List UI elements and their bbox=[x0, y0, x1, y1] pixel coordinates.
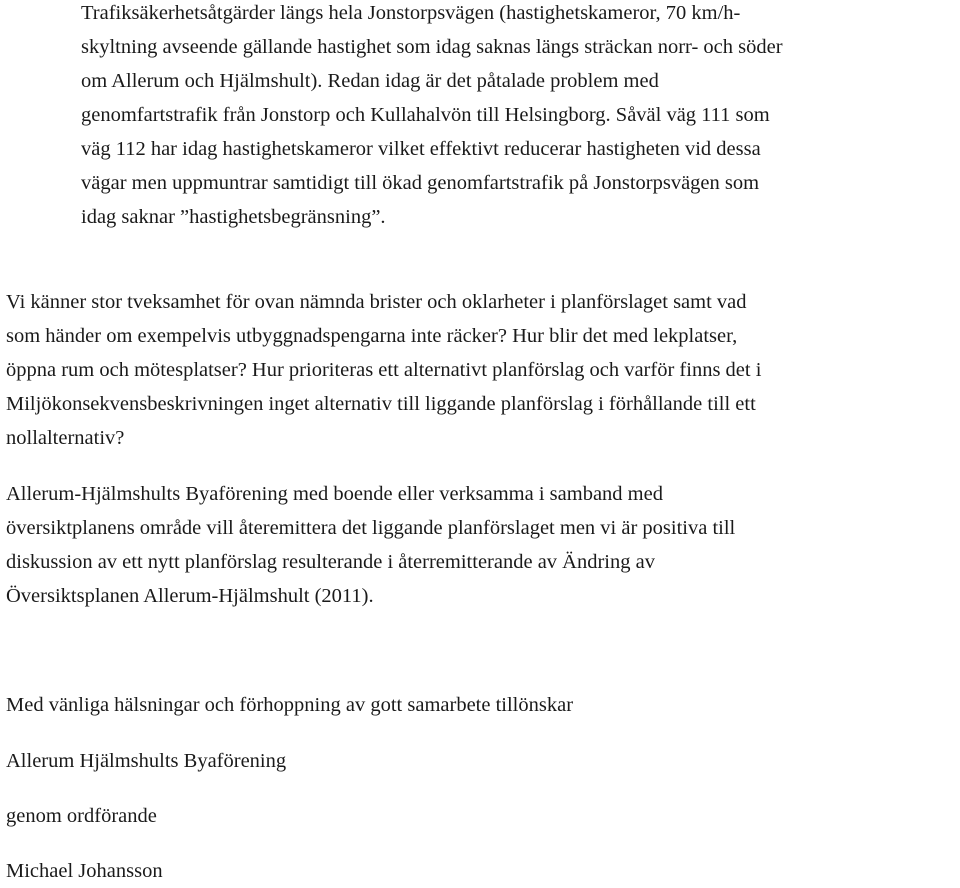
paragraph-conclusion bbox=[6, 477, 735, 613]
text-line: öppna rum och mötesplatser? Hur prioriteras ett alternativt planförslag och varför finns det i bbox=[6, 359, 762, 381]
text-line: om Allerum och Hjälmshult). Redan idag är det påtalade problem med bbox=[81, 70, 659, 92]
text-line: översiktplanens område vill återemittera det liggande planförslaget men vi är positiva till bbox=[6, 517, 736, 539]
paragraph-traffic-safety bbox=[81, 0, 783, 234]
text-line: Vi känner stor tveksamhet för ovan nämnda brister och oklarheter i planförslaget samt vad bbox=[6, 291, 747, 313]
text-line: skyltning avseende gällande hastighet som idag saknas längs sträckan norr- och söder bbox=[81, 36, 783, 58]
paragraph-concerns bbox=[6, 285, 761, 455]
text-line: väg 112 har idag hastighetskameror vilket effektivt reducerar hastigheten vid dessa bbox=[81, 138, 761, 160]
text-line: Miljökonsekvensbeskrivningen inget alternativ till liggande planförslag i förhållande till ett bbox=[6, 393, 756, 415]
text-line: diskussion av ett nytt planförslag resulterande i återremitterande av Ändring av bbox=[6, 551, 655, 573]
signatory-role: genom ordförande bbox=[6, 805, 157, 827]
text-line: genomfartstrafik från Jonstorp och Kullahalvön till Helsingborg. Såväl väg 111 som bbox=[81, 104, 770, 126]
closing-greeting: Med vänliga hälsningar och förhoppning av gott samarbete tillönskar bbox=[6, 694, 574, 716]
signatory-name: Michael Johansson bbox=[6, 860, 163, 882]
text-line: som händer om exempelvis utbyggnadspengarna inte räcker? Hur blir det med lekplatser, bbox=[6, 325, 738, 347]
text-line: nollalternativ? bbox=[6, 427, 125, 449]
text-line: idag saknar ”hastighetsbegränsning”. bbox=[81, 206, 386, 228]
text-line: vägar men uppmuntrar samtidigt till ökad genomfartstrafik på Jonstorpsvägen som bbox=[81, 172, 760, 194]
text-line: Översiktsplanen Allerum-Hjälmshult (2011). bbox=[6, 585, 374, 607]
text-line: Trafiksäkerhetsåtgärder längs hela Jonstorpsvägen (hastighetskameror, 70 km/h- bbox=[81, 2, 741, 24]
text-line: Allerum-Hjälmshults Byaförening med boende eller verksamma i samband med bbox=[6, 483, 663, 505]
organization-name: Allerum Hjälmshults Byaförening bbox=[6, 750, 287, 772]
